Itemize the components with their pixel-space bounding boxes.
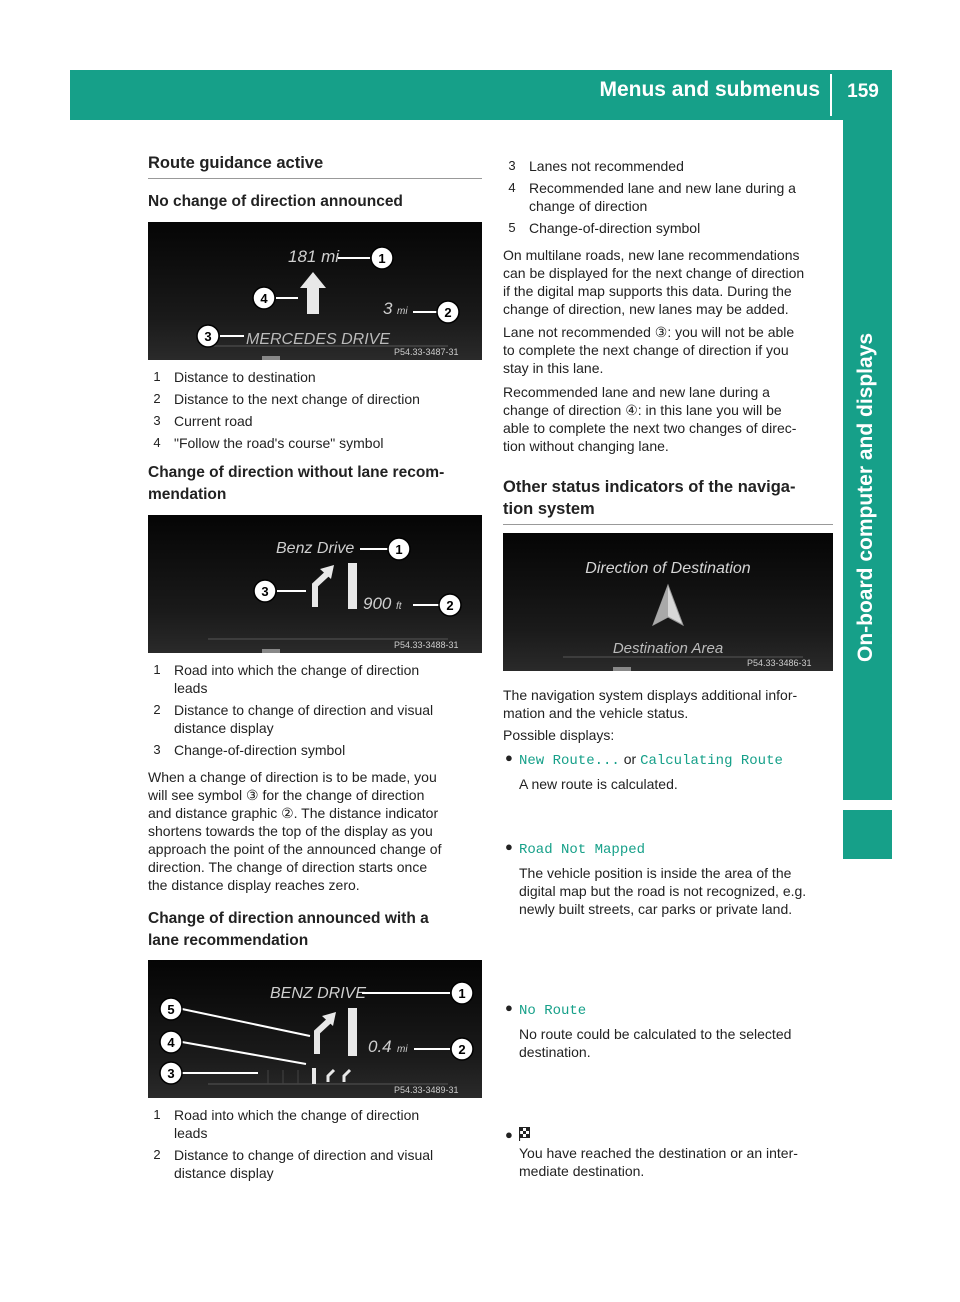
list-item	[148, 368, 482, 386]
status-bottom: Destination Area	[612, 640, 724, 657]
bullet-icon: ●	[505, 1000, 513, 1015]
bullet-icon: ●	[505, 1127, 513, 1142]
item-number: 1	[153, 369, 161, 384]
list-item	[503, 157, 833, 175]
list-item	[148, 741, 482, 759]
text-line: able to complete the next two changes of direc-	[503, 420, 797, 436]
possible-displays-label: Possible displays:	[503, 727, 615, 743]
list-item	[503, 179, 833, 215]
subsection-title-3	[148, 908, 482, 952]
or-text: or	[623, 751, 637, 767]
item-text: Change-of-direction symbol	[174, 742, 346, 758]
text-line: No route could be calculated to the selected	[519, 1026, 792, 1042]
dist-next: 3	[383, 299, 393, 318]
page-number: 159	[847, 81, 879, 102]
screen-3-graphic	[148, 960, 482, 1098]
item-text: Distance to destination	[174, 369, 316, 385]
item-text: Distance to the next change of direction	[174, 391, 420, 407]
title-line: Change of direction announced with a	[148, 910, 429, 927]
item-number: 4	[508, 180, 516, 195]
svg-text:1: 1	[458, 986, 466, 1001]
title-line: tion system	[503, 500, 595, 518]
item-text: change of direction	[529, 198, 648, 214]
text-line: direction. The change of direction starts once	[148, 859, 428, 875]
bullet-road-not-mapped	[503, 839, 849, 918]
list-item	[148, 661, 482, 697]
status-code: Calculating Route	[640, 753, 783, 769]
status-code: No Route	[519, 1003, 587, 1019]
road-name: BENZ DRIVE	[270, 985, 367, 1002]
svg-text:3: 3	[167, 1066, 175, 1081]
bullet-no-route	[503, 1000, 849, 1061]
item-text: distance display	[174, 1165, 274, 1181]
list-item	[148, 390, 482, 408]
display-screen-3	[148, 960, 482, 1098]
item-number: 4	[153, 435, 161, 450]
legend-list-3-continued	[503, 157, 833, 237]
item-text: Distance to change of direction and visual	[174, 1147, 434, 1163]
side-tab-label: On-board computer and displays	[854, 332, 877, 662]
dist-to-dest: 181 mi	[288, 247, 340, 266]
bullet-icon: ●	[505, 839, 513, 854]
text-line: newly built streets, car parks or private land.	[519, 901, 793, 917]
title-line: lane recommendation	[148, 932, 309, 949]
list-item	[148, 1106, 482, 1142]
status-code: Road Not Mapped	[519, 842, 646, 858]
svg-text:1: 1	[395, 542, 403, 557]
item-number: 2	[153, 702, 161, 717]
bullet-new-route	[503, 750, 849, 793]
item-text: Current road	[174, 413, 253, 429]
svg-text:2: 2	[444, 305, 452, 320]
figure-ref: P54.33-3488-31	[394, 640, 459, 650]
legend-list-1	[148, 368, 482, 452]
text-line: change of direction ④: in this lane you will be	[503, 402, 782, 418]
text-line: the distance display reaches zero.	[148, 877, 360, 893]
subsection-title-2	[148, 462, 482, 506]
svg-text:2: 2	[458, 1042, 466, 1057]
text-line: to complete the next change of direction if you	[503, 342, 789, 358]
list-item	[148, 412, 482, 430]
item-number: 5	[508, 220, 516, 235]
dist-next-unit: mi	[397, 306, 408, 317]
status-top: Direction of Destination	[585, 560, 751, 577]
distance-bar	[348, 1008, 357, 1056]
chapter-title: Menus and submenus	[599, 78, 820, 101]
section-rule	[503, 524, 833, 525]
text-line: The navigation system displays additional infor-	[503, 687, 798, 703]
paragraph-recommended-lane	[503, 383, 833, 455]
screen-1-graphic	[148, 222, 482, 360]
road-name: Benz Drive	[276, 540, 355, 557]
status-code: New Route...	[519, 753, 620, 769]
text-line: if the digital map supports this data. During the	[503, 283, 792, 299]
title-line: mendation	[148, 486, 227, 503]
text-line: can be displayed for the next change of direction	[503, 265, 805, 281]
dist-unit: ft	[396, 601, 402, 612]
item-text: distance display	[174, 720, 274, 736]
item-text: Road into which the change of direction	[174, 662, 420, 678]
svg-text:4: 4	[260, 291, 268, 306]
item-text: "Follow the road's course" symbol	[174, 435, 384, 451]
paragraph-change-direction	[148, 768, 482, 894]
current-road: MERCEDES DRIVE	[246, 331, 391, 348]
item-text: Road into which the change of direction	[174, 1107, 420, 1123]
svg-text:5: 5	[167, 1002, 175, 1017]
list-item	[148, 434, 482, 452]
bullet-icon: ●	[505, 750, 513, 765]
text-line: Lane not recommended ③: you will not be able	[503, 324, 795, 340]
status-desc: A new route is calculated.	[519, 776, 678, 792]
text-line: digital map but the road is not recognized, e.g.	[519, 883, 807, 899]
text-line: The vehicle position is inside the area of the	[519, 865, 792, 881]
text-line: shortens towards the top of the display as you	[148, 823, 433, 839]
list-item	[503, 219, 833, 237]
screen-4-graphic	[503, 533, 833, 671]
text-line: destination.	[519, 1044, 591, 1060]
svg-text:3: 3	[261, 584, 269, 599]
legend-list-3	[148, 1106, 482, 1182]
figure-ref: P54.33-3489-31	[394, 1085, 459, 1095]
section-title: Route guidance active	[148, 154, 324, 172]
item-text: Lanes not recommended	[529, 158, 684, 174]
lane-arrow-icon	[312, 1068, 316, 1084]
text-line: Recommended lane and new lane during a	[503, 384, 770, 400]
legend-list-2	[148, 661, 482, 759]
figure-ref: P54.33-3487-31	[394, 347, 459, 357]
display-screen-4	[503, 533, 833, 671]
dist: 900	[363, 594, 392, 613]
screen-2-graphic	[148, 515, 482, 653]
title-line: Change of direction without lane recom-	[148, 464, 445, 481]
item-text: leads	[174, 680, 208, 696]
svg-text:3: 3	[204, 329, 212, 344]
text-line: approach the point of the announced change of	[148, 841, 442, 857]
text-line: will see symbol ③ for the change of direction	[148, 787, 425, 803]
subsection-title-1: No change of direction announced	[148, 193, 403, 210]
dist: 0.4	[368, 1037, 392, 1056]
item-text: Recommended lane and new lane during a	[529, 180, 796, 196]
section-rule	[148, 178, 482, 179]
text-line: tion without changing lane.	[503, 438, 669, 454]
paragraph-lane-not-recommended	[503, 323, 833, 377]
svg-text:4: 4	[167, 1035, 175, 1050]
item-number: 3	[508, 158, 516, 173]
side-tab-label-wrap	[854, 262, 877, 662]
item-text: Change-of-direction symbol	[529, 220, 701, 236]
text-line: and distance graphic ②. The distance indicator	[148, 805, 439, 821]
svg-text:1: 1	[378, 251, 386, 266]
checkered-flag-icon	[519, 1127, 531, 1141]
list-item	[148, 1146, 482, 1182]
figure-ref: P54.33-3486-31	[747, 658, 812, 668]
header-separator	[830, 74, 832, 116]
display-screen-2	[148, 515, 482, 653]
svg-text:2: 2	[446, 598, 454, 613]
text-line: On multilane roads, new lane recommendations	[503, 247, 800, 263]
list-item	[148, 701, 482, 737]
item-number: 3	[153, 413, 161, 428]
item-text: Distance to change of direction and visual	[174, 702, 434, 718]
distance-bar	[348, 563, 357, 609]
text-line: change of direction, new lanes may be added.	[503, 301, 789, 317]
side-square-marker	[843, 810, 892, 859]
dist-unit: mi	[397, 1044, 408, 1055]
item-text: leads	[174, 1125, 208, 1141]
bullet-destination-reached	[503, 1127, 849, 1180]
subsection-title-4	[503, 476, 833, 520]
item-number: 1	[153, 662, 161, 677]
item-number: 1	[153, 1107, 161, 1122]
text-line: You have reached the destination or an inter-	[519, 1145, 798, 1161]
item-number: 2	[153, 1147, 161, 1162]
text-line: mediate destination.	[519, 1163, 645, 1179]
item-number: 2	[153, 391, 161, 406]
title-line: Other status indicators of the naviga-	[503, 478, 796, 496]
paragraph-status	[503, 686, 833, 722]
paragraph-multilane	[503, 246, 833, 318]
text-line: When a change of direction is to be made, you	[148, 769, 437, 785]
item-number: 3	[153, 742, 161, 757]
text-line: stay in this lane.	[503, 360, 604, 376]
display-screen-1	[148, 222, 482, 360]
text-line: mation and the vehicle status.	[503, 705, 689, 721]
